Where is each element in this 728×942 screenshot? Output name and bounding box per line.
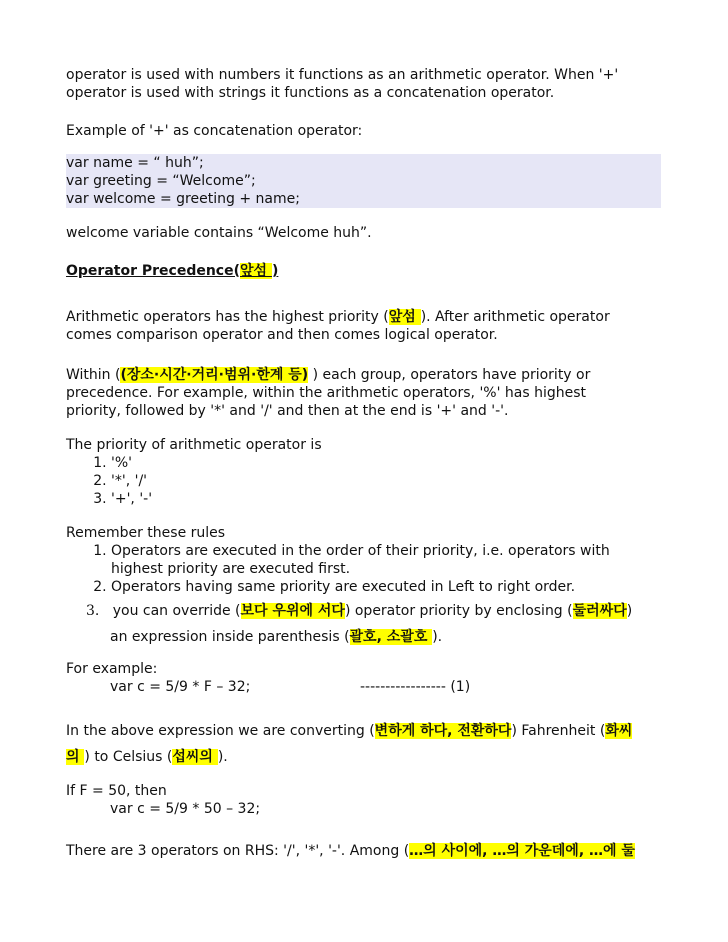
list-item: 3. '+', '-': [111, 490, 666, 508]
rhs-paragraph: There are 3 operators on RHS: '/', '*', '-'. Among (…의 사이에, …의 가운데에, …에 둘: [66, 843, 635, 859]
rules-section: [66, 524, 666, 645]
if-f-section: [66, 782, 666, 818]
list-item: 1. Operators are executed in the order of their priority, i.e. operators with highest priority are executed first.: [111, 542, 666, 578]
intro-line-2: operator is used with strings it functions as a concatenation operator.: [66, 85, 555, 101]
priority-list: [66, 454, 666, 508]
list-item: 2. '*', '/': [111, 472, 666, 490]
for-example-label: For example:: [66, 661, 158, 677]
welcome-note: welcome variable contains “Welcome huh”.: [66, 225, 372, 241]
if-f-label: If F = 50, then: [66, 783, 167, 799]
list-item: 1. '%': [111, 454, 666, 472]
code-line: var name = “ huh”;: [66, 155, 204, 171]
code-line: var welcome = greeting + name;: [66, 191, 300, 207]
rules-heading: Remember these rules: [66, 525, 226, 541]
code-block: [66, 154, 661, 208]
group-paragraph: Within ((장소·시간·거리·범위·한계 등) ) each group, operators have priority or precedence. For example, within the arithmetic operators, '%' has highest priority, followed by '*' and '/' and then at the end is '+' and '-'.: [66, 367, 591, 419]
list-item: 2. Operators having same priority are executed in Left to right order.: [111, 578, 666, 596]
code-line: var c = 5/9 * 50 – 32;: [110, 801, 261, 817]
section-title: Operator Precedence(앞섬 ): [66, 263, 279, 279]
precedence-paragraph: Arithmetic operators has the highest priority (앞섬 ). After arithmetic operator comes comparison operator and then comes logical operator.: [66, 309, 610, 343]
code-line: var c = 5/9 * F – 32;: [110, 679, 251, 695]
for-example-section: [66, 660, 666, 696]
example-heading: Example of '+' as concatenation operator:: [66, 123, 363, 139]
intro-line-1: operator is used with numbers it functions as an arithmetic operator. When '+': [66, 67, 619, 83]
equation-ref: ----------------- (1): [360, 679, 471, 695]
priority-section: [66, 436, 666, 508]
priority-heading: The priority of arithmetic operator is: [66, 437, 322, 453]
above-expression-paragraph: In the above expression we are converting (변하게 하다, 전환하다) Fahrenheit (화씨 의 ) to Celsius (섭씨의 ).: [66, 723, 633, 765]
rule-3: 3. you can override (보다 우위에 서다) operator priority by enclosing (둘러싸다) an expression inside parenthesis (괄호, 소괄호 ).: [86, 603, 633, 645]
intro-paragraph: [66, 66, 666, 102]
code-line: var greeting = “Welcome”;: [66, 173, 256, 189]
rules-list: [66, 542, 666, 596]
